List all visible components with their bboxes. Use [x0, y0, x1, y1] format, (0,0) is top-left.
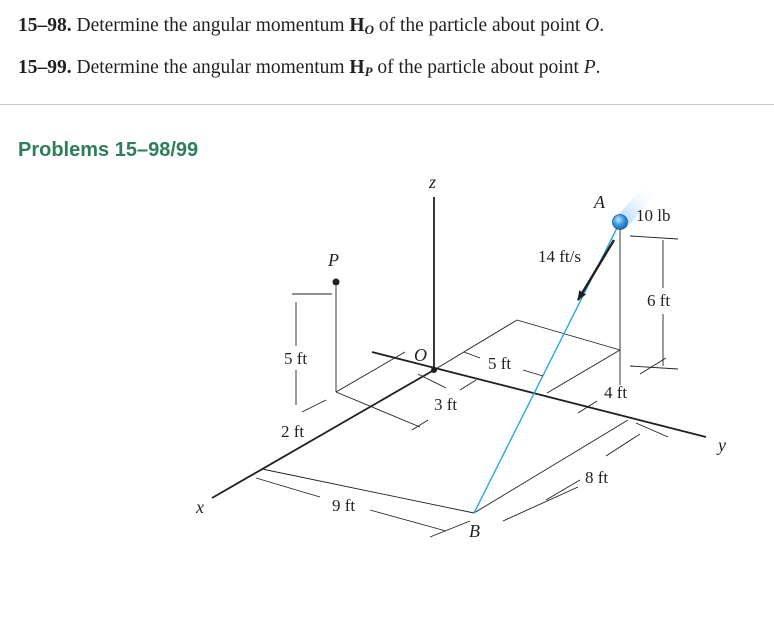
x-axis-label: x — [196, 497, 204, 517]
weight-label: 10 lb — [636, 206, 671, 225]
dim-3ft-ext — [418, 374, 446, 388]
problem-text: Determine the angular momentum — [71, 15, 350, 36]
period: . — [595, 57, 601, 78]
problem-number: 15–99. — [18, 57, 72, 78]
point-p-label: P — [328, 250, 339, 270]
point-o-dot — [431, 367, 437, 373]
problem-text: Determine the angular momentum — [71, 57, 350, 78]
dim-6ft-top-ext — [630, 236, 678, 239]
x-axis — [212, 370, 434, 498]
dim-4ft-line-left — [578, 401, 597, 413]
momentum-symbol: H — [349, 57, 365, 78]
dim-8ft-ext-top — [636, 423, 668, 437]
y-axis-label: y — [718, 435, 726, 455]
particle-a — [613, 215, 628, 230]
z-axis-label: z — [429, 172, 437, 192]
dim-9ft-line-left — [256, 478, 320, 497]
problem-number: 15–98. — [18, 15, 72, 36]
figure-caption: Problems 15–98/99 — [18, 139, 199, 161]
dim-6ft-label: 6 ft — [647, 291, 671, 310]
dim-3ft-label: 3 ft — [434, 395, 458, 414]
dim-2ft-label: 2 ft — [281, 422, 305, 441]
point-name: P — [583, 57, 596, 78]
dim-5ft-right-label: 5 ft — [488, 354, 512, 373]
dim-8ft-ext-b — [503, 487, 578, 521]
dim-8ft-line-right — [606, 434, 640, 456]
point-name: O — [585, 15, 600, 36]
velocity-arrow — [578, 240, 614, 300]
problem-text: of the particle about point — [372, 57, 584, 78]
dim-5ft-line-left — [464, 352, 480, 358]
dim-3ft-line-2 — [460, 380, 476, 390]
dim-6ft-bottom-ext — [630, 366, 678, 369]
dim-5ft-line-right — [523, 370, 543, 376]
velocity-label: 14 ft/s — [538, 247, 581, 266]
point-b-label: B — [469, 521, 480, 541]
dim-5ft-left-label: 5 ft — [284, 349, 308, 368]
dim-8ft-line-left — [546, 480, 580, 500]
dim-2ft-line — [302, 400, 326, 412]
dim-9ft-label: 9 ft — [332, 496, 356, 515]
dim-4ft-label: 4 ft — [604, 383, 628, 402]
p-floor-line — [336, 392, 420, 427]
dim-9ft-line-right — [370, 510, 446, 531]
dim-9ft-ext-b — [430, 521, 470, 537]
period: . — [599, 15, 605, 36]
point-o-label: O — [414, 345, 427, 365]
problem-text: of the particle about point — [373, 15, 586, 36]
momentum-subscript: O — [364, 22, 374, 37]
momentum-symbol: H — [349, 15, 365, 36]
dim-8ft-label: 8 ft — [585, 468, 609, 487]
point-p-dot — [333, 279, 340, 286]
dim-4ft-line-right — [640, 358, 666, 374]
p-floor-line-2 — [336, 352, 405, 392]
momentum-subscript: P — [364, 64, 373, 79]
point-a-label: A — [594, 192, 605, 212]
floor-line-x9 — [262, 469, 474, 513]
